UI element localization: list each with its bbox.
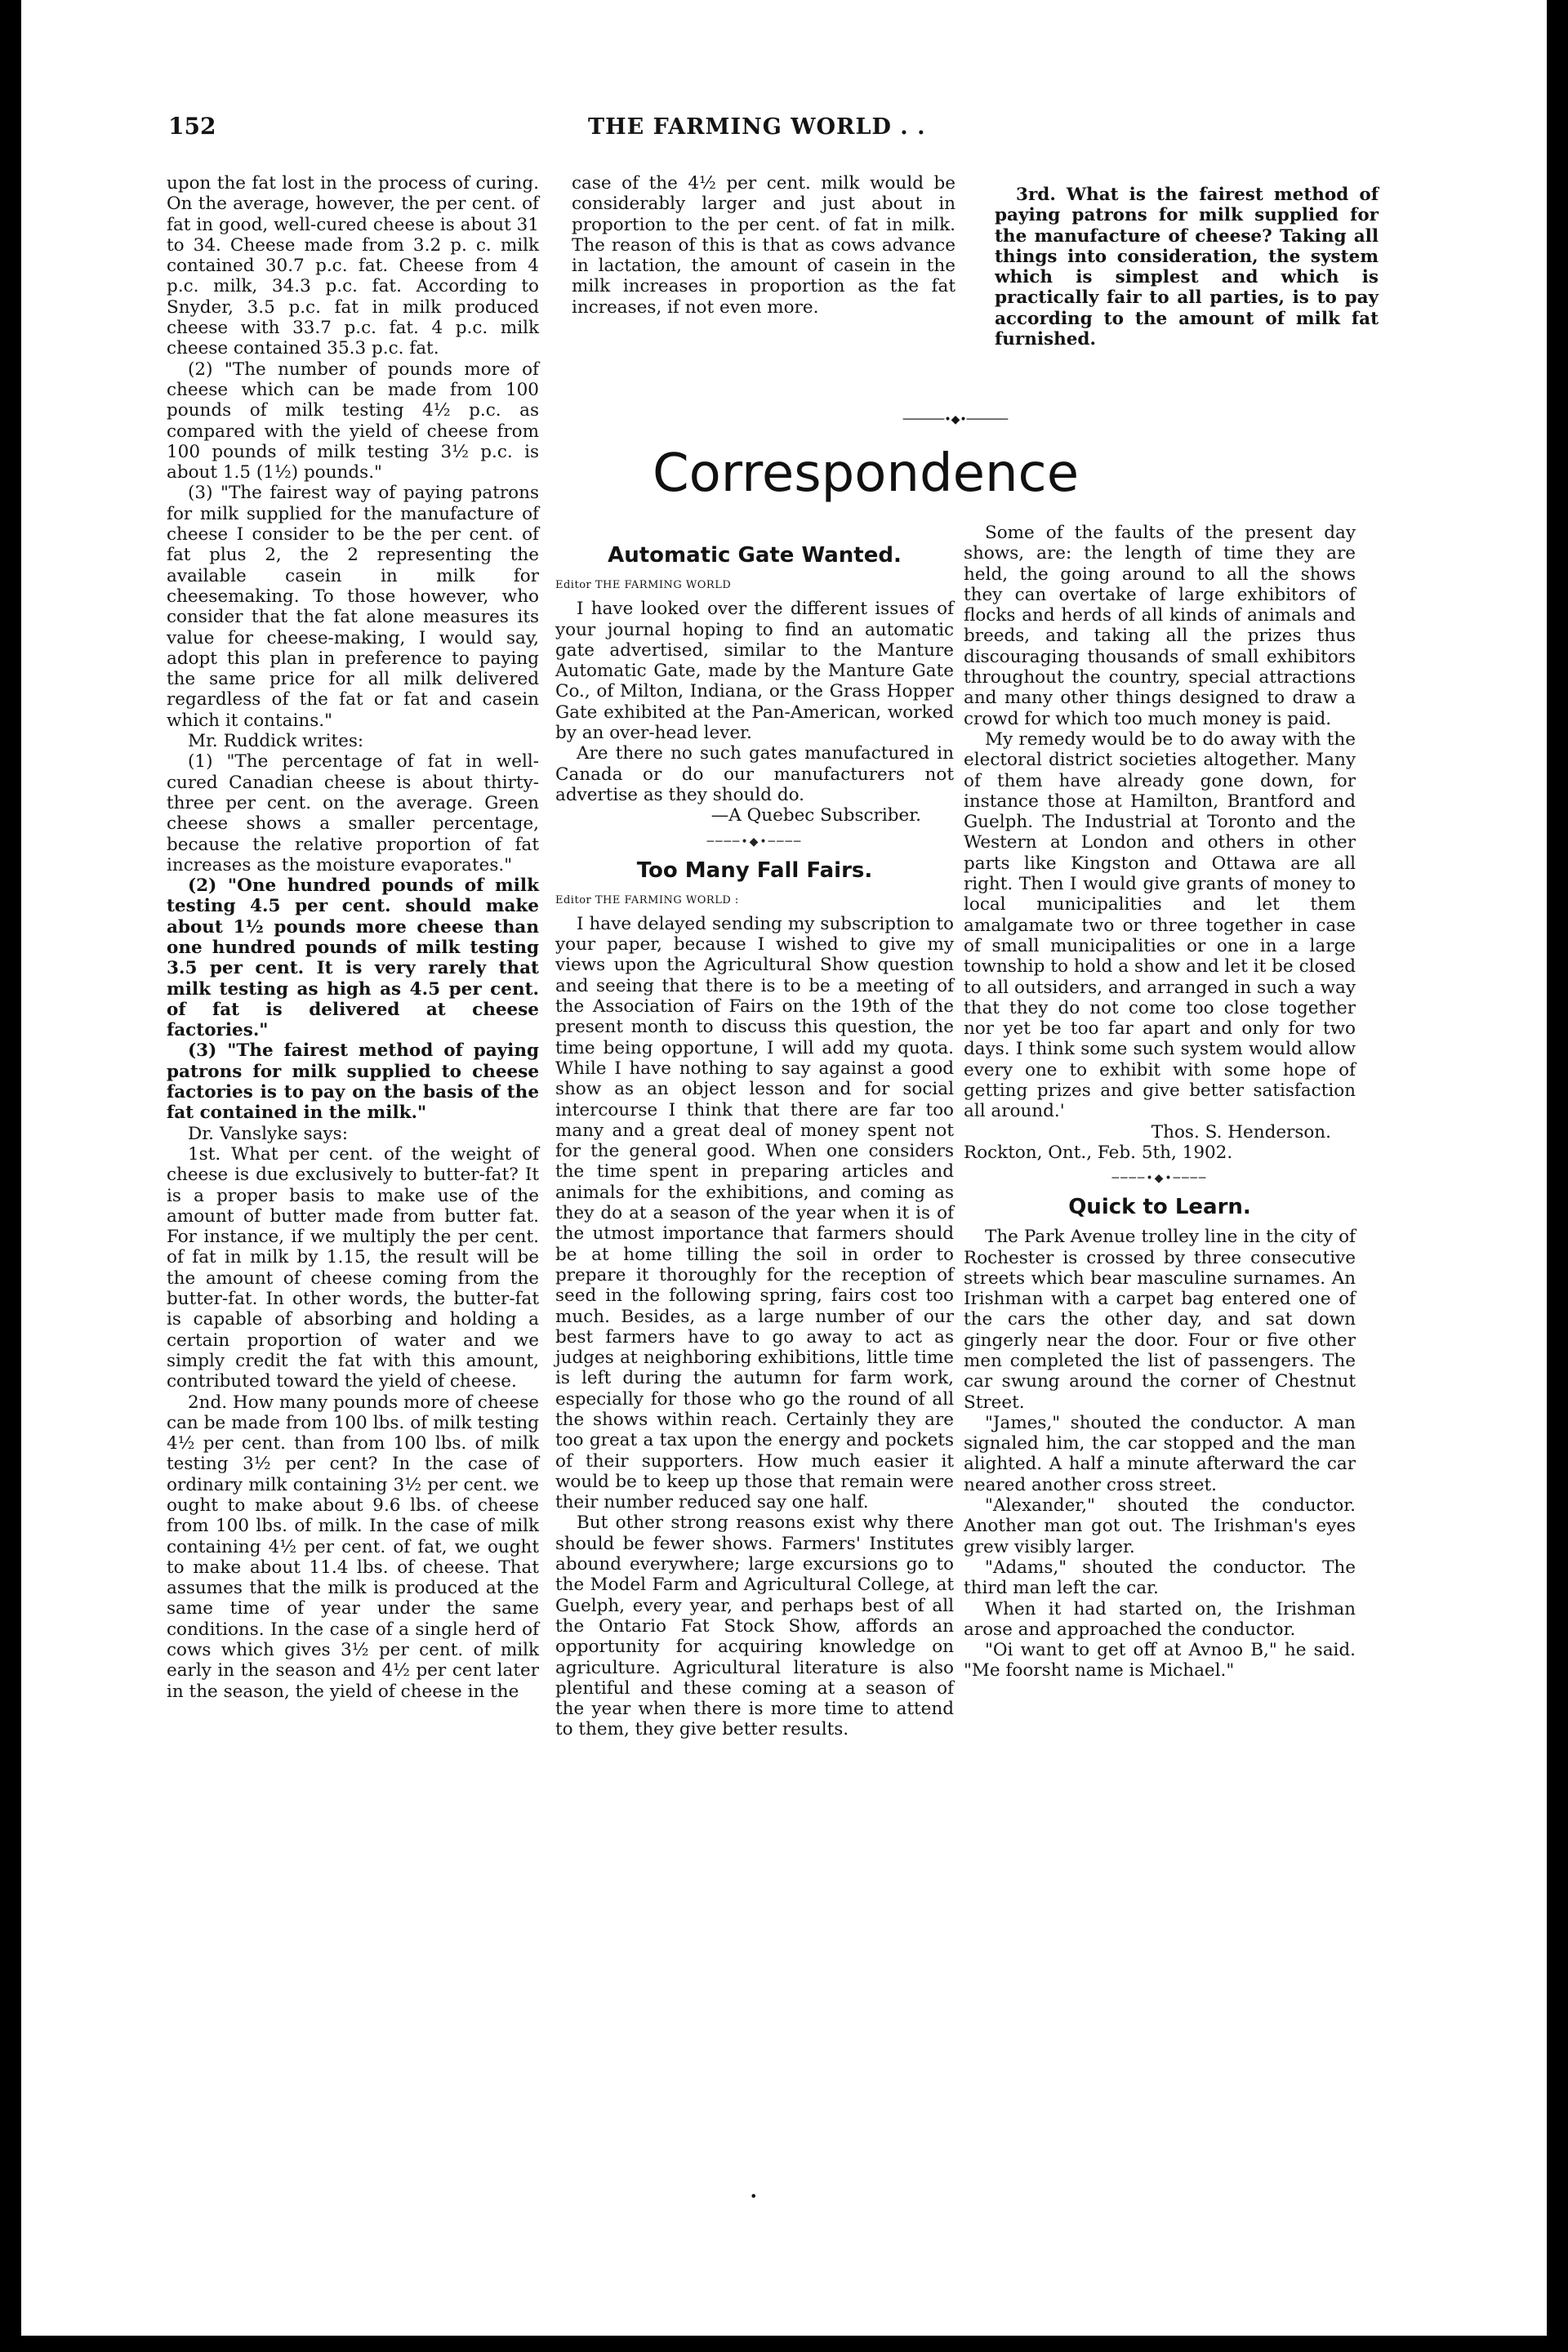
paragraph: 2nd. How many pounds more of cheese can be made from 100 lbs. of milk testing 4½ per cent. than from 100 lbs. of milk testing 3½ per cent? In the case of ordinary milk containing 3½ per cent. we ought to make about 9.6 lbs. of cheese from 100 lbs. of milk. In the case of milk containing 4½ per cent. of fat, we ought to make about 11.4 lbs. of cheese. That assumes that the milk is produced at the same time of year under the same conditions. In the case of a single herd of cows which gives 3½ per cent. of milk early in the season and 4½ per cent later in the season, the yield of cheese in the [167, 1392, 539, 1702]
dateline: Rockton, Ont., Feb. 5th, 1902. [964, 1142, 1233, 1163]
ink-dot: • [750, 2189, 758, 2204]
paragraph: I have delayed sending my subscription to your paper, because I wished to give my views upon the Agricultural Show question and seeing that there is to be a meeting of the Association of Fairs on the 19th of the present month to discuss this question, the time being opportune, I will add my quota. While I have nothing to say against a good show as an object lesson and for social intercourse I think that there are far too many and a great deal of money spent not for the general good. When one considers the time spent in preparing articles and animals for the exhibitions, and coming as they do at a season of the year when it is of the utmost importance that farmers should be at home tilling the soil in order to prepare it thoroughly for the reception of seed in the following spring, fairs cost too much. Besides, as a large number of our best farmers have to go away to act as judges at neighboring exhibitions, little time is left during the autumn for farm work, especially for those who go the round of all the shows within reach. Certainly they are too great a tax upon the energy and pockets of their supporters. How much easier it would be to keep up those that remain were their number reduced say one half. [555, 913, 954, 1513]
paragraph: The Park Avenue trolley line in the city of Rochester is crossed by three consecutive streets which bear masculine surnames. An Irishman with a carpet bag entered one of the cars the other day, and sat down gingerly near the door. Four or five other men completed the list of passengers. The car swung around the corner of Chestnut Street. [964, 1227, 1356, 1413]
dinkus-divider: ────•◆•──── [706, 835, 803, 849]
article-heading: Quick to Learn. [1068, 1195, 1251, 1220]
running-head: THE FARMING WORLD . . [588, 114, 926, 140]
paragraph: (1) "The percentage of fat in well-cured Canadian cheese is about thirty-three per cent. on the average. Green cheese shows a smaller percentage, because the relative proportion of fat increases as the moisture evaporates." [167, 751, 539, 875]
paragraph: Some of the faults of the present day shows, are: the length of time they are held, the going around to all the shows they can overtake of large exhibitors of flocks and herds of all kinds of animals and breeds, and taking all the prizes thus discouraging thousands of small exhibitors throughout the country, special attractions and many other things designed to draw a crowd for which too much money is paid. [964, 523, 1356, 729]
paragraph: "Alexander," shouted the conductor. Another man got out. The Irishman's eyes grew visibly larger. [964, 1495, 1356, 1557]
paragraph: (3) "The fairest method of paying patrons for milk supplied to cheese factories is to pay on the basis of the fat contained in the milk." [167, 1040, 539, 1124]
article-heading: Automatic Gate Wanted. [608, 543, 902, 568]
paragraph: Are there no such gates manufactured in Canada or do our manufacturers not advertise as they should do. [555, 743, 954, 805]
dinkus-divider: ────•◆•──── [1111, 1172, 1208, 1186]
signature: —A Quebec Subscriber. [710, 805, 921, 826]
paragraph: (2) "One hundred pounds of milk testing 4.5 per cent. should make about 1½ pounds more cheese than one hundred pounds of milk testing 3.5 per cent. It is very rarely that milk testing as high as 4.5 per cent. of fat is delivered at cheese factories." [167, 875, 539, 1041]
page-number: 152 [168, 113, 216, 140]
paragraph: upon the fat lost in the process of curing. On the average, however, the per cent. of fat in good, well-cured cheese is about 31 to 34. Cheese made from 3.2 p. c. milk contained 30.7 p.c. fat. Cheese from 4 p.c. milk, 34.3 p.c. fat. According to Snyder, 3.5 p.c. fat in milk produced cheese with 33.7 p.c. fat. 4 p.c. milk cheese contained 35.3 p.c. fat. [167, 173, 539, 359]
paragraph: Mr. Ruddick writes: [188, 731, 364, 752]
scan-border-bottom [0, 2336, 1568, 2352]
article-heading: Too Many Fall Fairs. [636, 858, 873, 883]
middle-column [555, 539, 954, 1740]
paragraph: 1st. What per cent. of the weight of cheese is due exclusively to butter-fat? It is a proper basis to make use of the amount of butter made from butter fat. For instance, if we multiply the per cent. of fat in milk by 1.15, the result will be the amount of cheese coming from the butter-fat. In other words, the butter-fat is capable of absorbing and holding a certain proportion of water and we simply credit the fat with this amount, contributed toward the yield of cheese. [167, 1143, 539, 1392]
editor-line: Editor THE FARMING WORLD : [555, 893, 739, 906]
scan-border-right [1547, 0, 1568, 2352]
left-column [167, 173, 539, 1702]
right-column [964, 523, 1356, 1682]
paragraph: "James," shouted the conductor. A man signaled him, the car stopped and the man alighted. A half a minute afterward the car neared another cross street. [964, 1412, 1356, 1495]
paragraph: Dr. Vanslyke says: [188, 1123, 348, 1144]
paragraph: 3rd. What is the fairest method of paying patrons for milk supplied for the manufacture of cheese? Taking all things into consideration, the system which is simplest and which is practically fair to all parties, is to pay according to the amount of milk fat furnished. [995, 185, 1379, 350]
paragraph: "Adams," shouted the conductor. The third man left the car. [964, 1557, 1356, 1599]
paragraph: But other strong reasons exist why there should be fewer shows. Farmers' Institutes abound everywhere; large excursions go to the Model Farm and Agricultural College, at Guelph, every year, and perhaps best of all the Ontario Fat Stock Show, affords an opportunity for acquiring knowledge on agriculture. Agricultural literature is also plentiful and these coming at a season of the year when there is more time to attend to them, they give better results. [555, 1512, 954, 1740]
middle-column-continuation [572, 173, 956, 318]
paragraph: case of the 4½ per cent. milk would be considerably larger and just about in proportion to the per cent. of fat in milk. The reason of this is that as cows advance in lactation, the amount of casein in the milk increases in proportion as the fat increases, if not even more. [572, 173, 956, 318]
paragraph: My remedy would be to do away with the electoral district societies altogether. Many of them have already gone down, for instance those at Hamilton, Brantford and Guelph. The Industrial at Toronto and the Western at London and others in other parts like Kingston and Ottawa are all right. Then I would give grants of money to local municipalities and let them amalgamate two or three together in case of small municipalities or one in a large township to hold a show and let it be closed to all outsiders, and arranged in such a way that they do not come too close together nor yet be too far apart and only for two days. I think some such system would allow every one to exhibit with some hope of getting prizes and give better satisfaction all around.' [964, 728, 1356, 1122]
paragraph: "Oi want to get off at Avnoo B," he said. "Me foorsht name is Michael." [964, 1640, 1356, 1682]
section-divider: ──────•◆•────── [902, 413, 1009, 426]
scan-border-left [0, 0, 21, 2352]
paragraph: I have looked over the different issues of your journal hoping to find an automatic gate advertised, similar to the Manture Automatic Gate, made by the Manture Gate Co., of Milton, Indiana, or the Grass Hopper Gate exhibited at the Pan-American, worked by an over-head lever. [555, 599, 954, 744]
right-column-continuation [995, 185, 1379, 350]
signature: Thos. S. Henderson. [1151, 1121, 1331, 1143]
paragraph: (2) "The number of pounds more of cheese which can be made from 100 pounds of milk testing 4½ p.c. as compared with the yield of cheese from 100 pounds of milk testing 3½ p.c. is about 1.5 (1½) pounds." [167, 359, 539, 483]
paragraph: When it had started on, the Irishman arose and approached the conductor. [964, 1598, 1356, 1640]
section-title: Correspondence [652, 443, 1080, 504]
paragraph: (3) "The fairest way of paying patrons for milk supplied for the manufacture of cheese I consider to be the per cent. of fat plus 2, the 2 representing the available casein in milk for cheesemaking. To those however, who consider that the fat alone measures its value for cheese-making, I would say, adopt this plan in preference to paying the same price for all milk delivered regardless of the fat or fat and casein which it contains." [167, 483, 539, 731]
editor-line: Editor THE FARMING WORLD [555, 579, 732, 591]
